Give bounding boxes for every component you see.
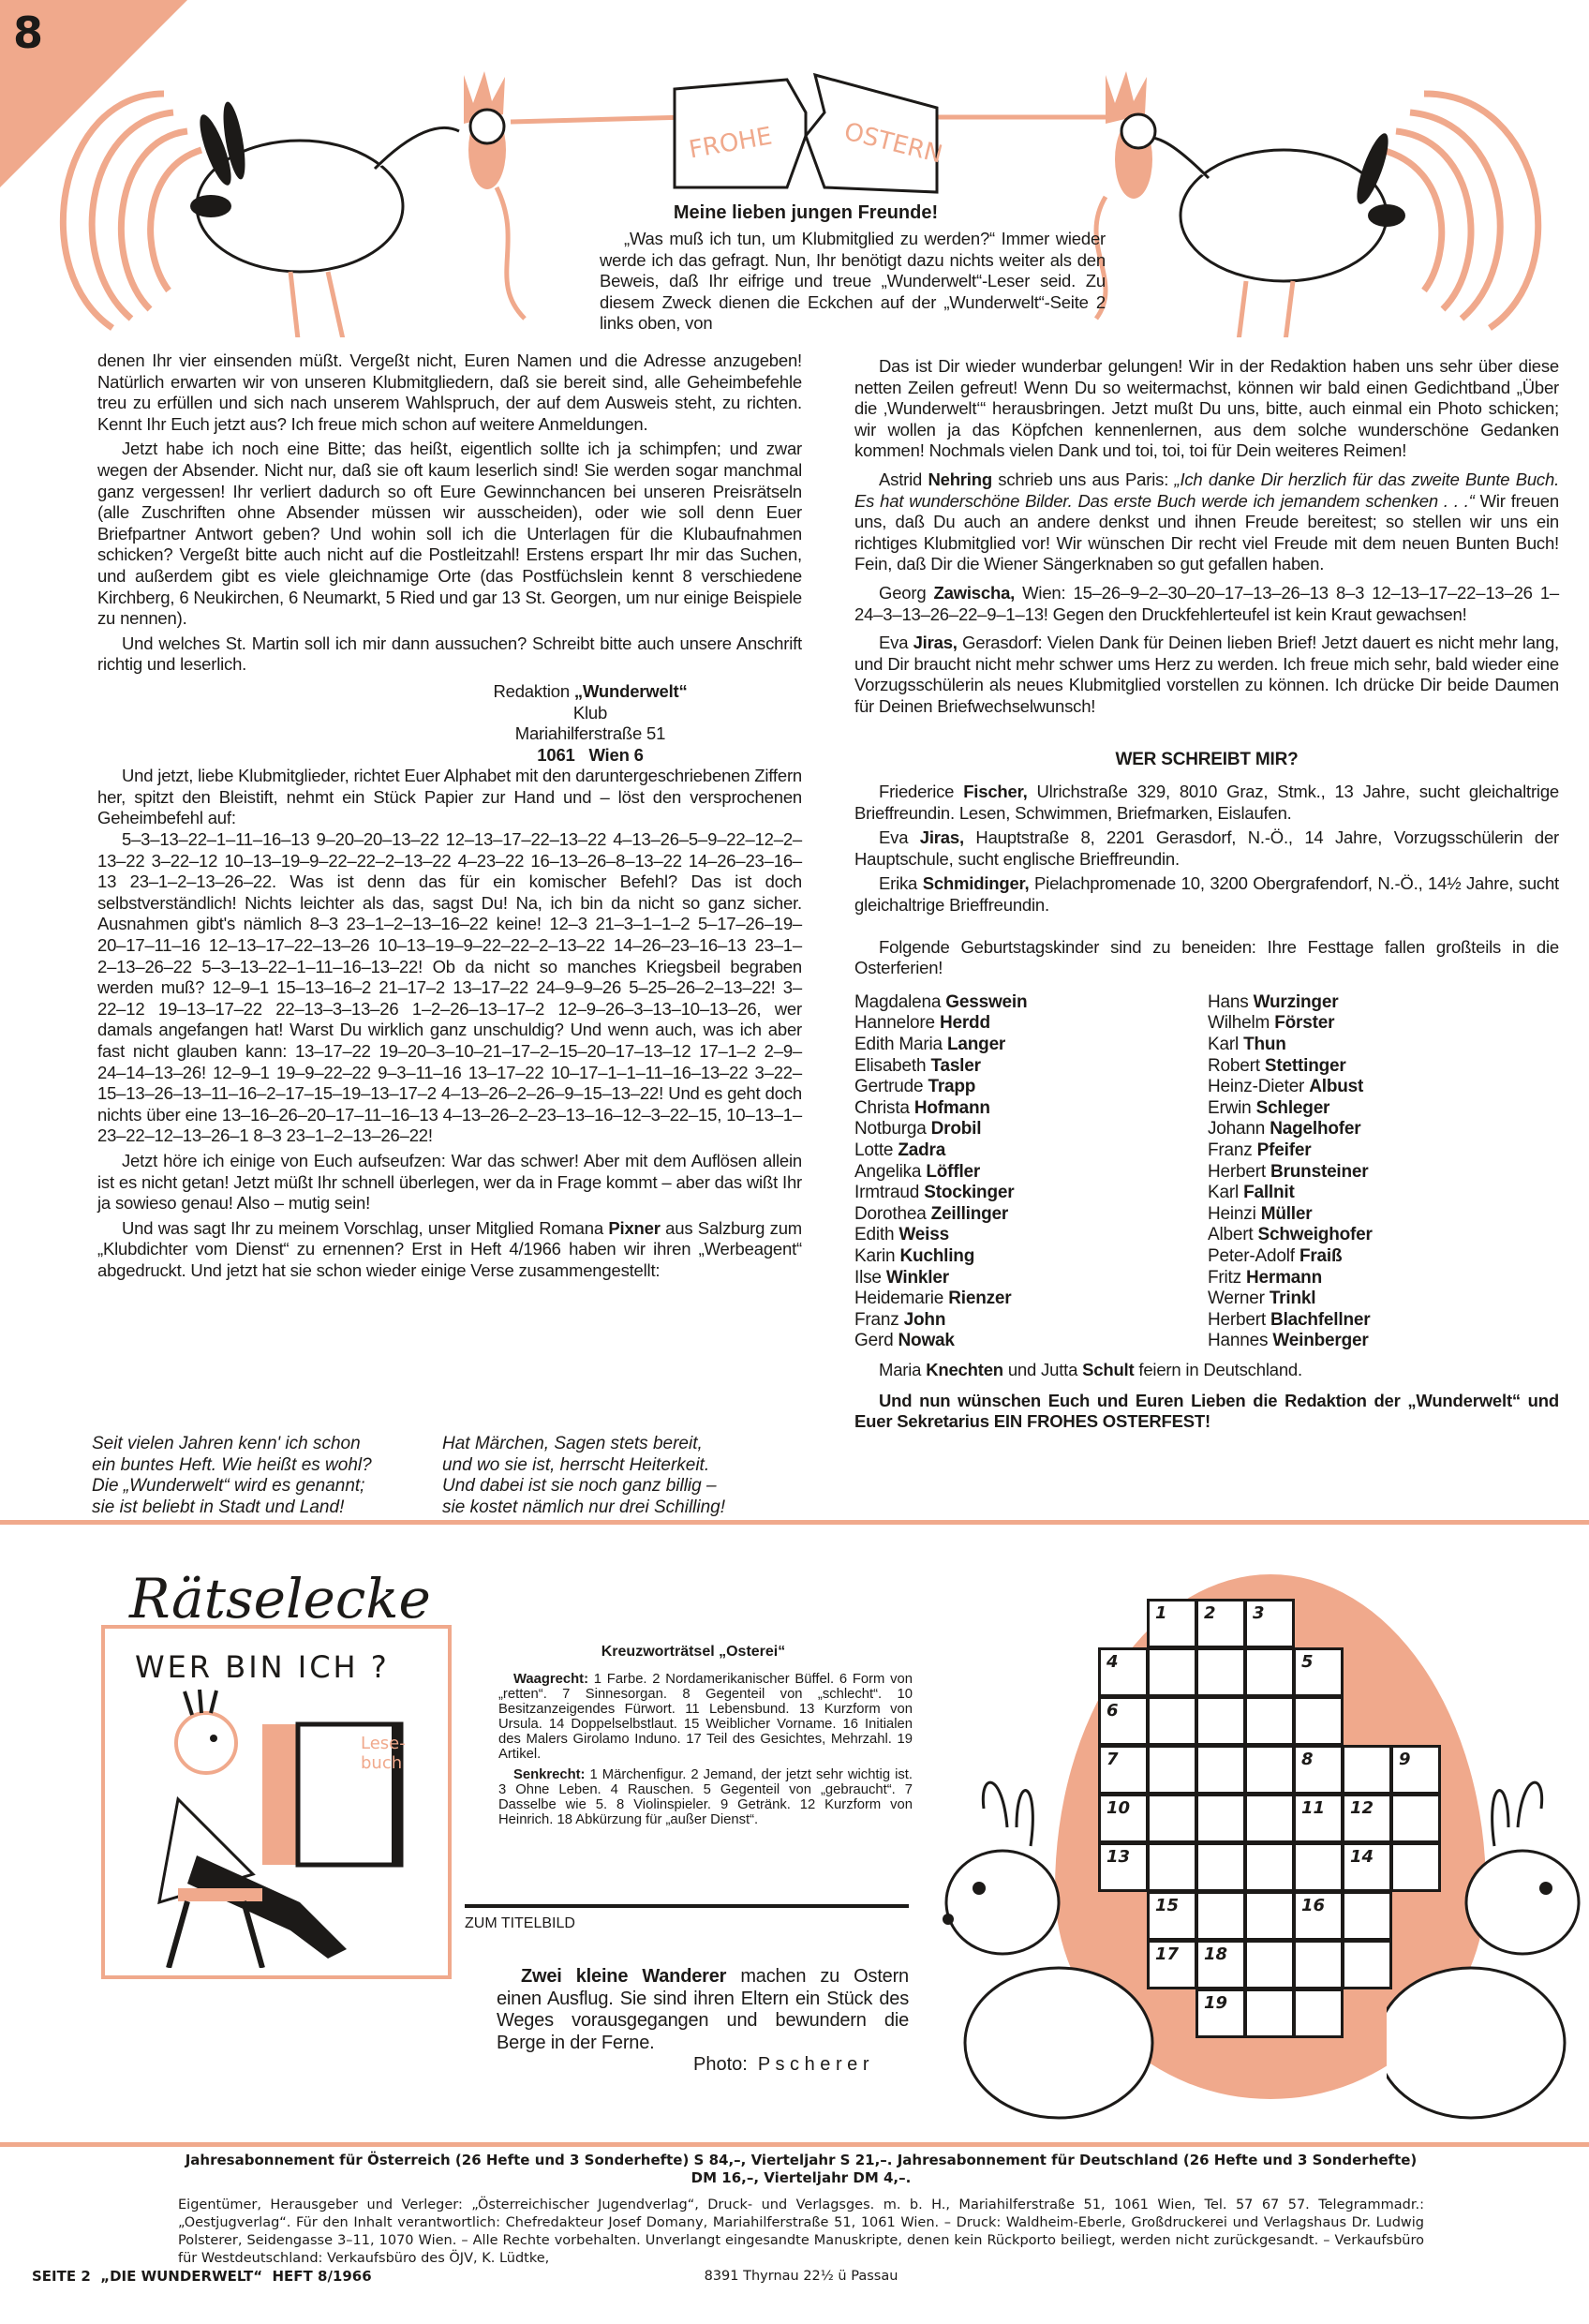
book-label: Lese-buch — [361, 1734, 406, 1773]
verse-line: und wo sie ist, herrscht Heiterkeit. — [442, 1454, 710, 1475]
birthday-name: Karl Thun — [1208, 1035, 1286, 1055]
clues-across: Waagrecht: 1 Farbe. 2 Nordamerikanischer Büffel. 6 Form von „retten“. 7 Sinnesorgan. 8 Gegenteil von „schlecht“. 10 Besitzanzeigendes Fürwort. 11 Lebensbund. 13 Kurzform von Ursula. 14 Doppelselbstlaut. 15 Weiblicher Vorname. 16 Initialen des Malers Girolamo Induno. 17 Teil des Gesichtes, Mehrzahl. 19 Artikel. — [498, 1672, 913, 1762]
address-line-2: Klub — [572, 702, 608, 723]
clues-down: Senkrecht: 1 Märchenfigur. 2 Jemand, der jetzt sehr wichtig ist. 3 Ohne Leben. 4 Rauschen. 5 Gegenteil von „gebraucht“. 7 Dasselbe wie 5. 8 Violinspieler. 9 Getränk. 12 Kurzform von Heinrich. 18 Abkürzung für „außer Dienst“. — [498, 1767, 913, 1827]
paragraph-nehring: Astrid Nehring schrieb uns aus Paris: „Ich danke Dir herzlich für das zweite Bunte Buch. Es hat wunderschöne Bilder. Das erste Buch werde ich jemandem schenken . . .“ Wir freuen uns, daß Du auch an andere denkst und ihnen Freude bereitest; so stellen wir uns ein richtiges Klubmitglied vor! Wir wünschen Dir recht viel Freude mit dem neuen Bunten Buch! Fein, daß Dir die Wiener Sängerknaben so gut gefallen haben. — [854, 469, 1560, 574]
birthday-name: Wilhelm Förster — [1208, 1013, 1335, 1034]
clue-number: 14 — [1350, 1847, 1374, 1867]
birthday-name: Heinzi Müller — [1208, 1203, 1313, 1224]
section-divider — [0, 1520, 1589, 1525]
crossword-cell[interactable] — [1244, 1794, 1295, 1843]
greeting-heading: Meine lieben jungen Freunde! — [673, 202, 939, 223]
page-number: 8 — [13, 7, 44, 58]
birthday-list — [854, 992, 1559, 1352]
birthday-name: Edith Maria Langer — [854, 1035, 1006, 1055]
crossword-cell[interactable] — [1195, 1647, 1246, 1697]
birthday-intro: Folgende Geburtstagskinder sind zu beneiden: Ihre Festtage fallen großteils in die Osterferien! — [854, 936, 1559, 978]
address-magazine-name: „Wunderwelt“ — [573, 680, 688, 701]
member-name: Jiras, — [913, 633, 958, 653]
birthday-name: Dorothea Zeillinger — [854, 1203, 1009, 1224]
riddle-title: WER BIN ICH ? — [135, 1649, 390, 1685]
down-label: Senkrecht: — [513, 1767, 586, 1782]
crossword-cell[interactable] — [1293, 1794, 1344, 1843]
member-name: Knechten — [926, 1359, 1003, 1379]
crossword-cell[interactable] — [1244, 1745, 1295, 1795]
birthday-name: Irmtraud Stockinger — [854, 1183, 1015, 1203]
birthday-name: Herbert Blachfellner — [1208, 1309, 1371, 1330]
paragraph-zawischa: Georg Zawischa, Wien: 15–26–9–2–30–20–17–13–26–13 8–3 12–13–17–22–13–26 1–24–3–13–26–22–9–1–13! Gegen den Druckfehlerteufel ist kein Kraut gewachsen! — [854, 582, 1559, 624]
clue-number: 3 — [1253, 1603, 1265, 1623]
paragraph-membership: denen Ihr vier einsenden müßt. Vergeßt nicht, Euren Namen und die Adresse anzugeben! Natürlich erwarten wir von unseren Klubmitgliedern, daß sie bereit sind, alle Geheimbefehle treu zu erfüllen und sich nach unserem Wahlspruch, der auf dem Ausweis steht, zu richten. Kennt Ihr Euch jetzt aus? Ich freue mich schon auf weitere Anmeldungen. — [97, 350, 802, 434]
intro-paragraph — [600, 229, 1106, 335]
birthday-name: Elisabeth Tasler — [854, 1055, 981, 1076]
imprint-text: Eigentümer, Herausgeber und Verleger: „Österreichischer Jugendverlag“, Druck- und Verlagsges. m. b. H., Mariahilferstraße 51, 1061 Wien, Tel. 57 67 57. Telegrammadr.: „Oestjugverlag“. Für den Inhalt verantwortlich: Chefredakteur Josef Domany, Mariahilferstraße 51, 1061 Wien. – Druck: Waldheim-Eberle, Großdruckerei und Verlagshaus Dr. Ludwig Polsterer, Seidengasse 3–11, 1070 Wien. – Alle Rechte vorbehalten. Unverlangt eingesandte Manuskripte, denen kein Rückporto beiliegt, werden nicht zurückgesandt. – Verkaufsbüro für Westdeutschland: Verkaufsbüro des ÖJV, K. Lüdtke, — [178, 2197, 1424, 2266]
crossword-cell[interactable] — [1244, 1842, 1295, 1892]
left-bunny-illustration — [937, 1771, 1162, 2137]
crossword-cell[interactable] — [1293, 1842, 1344, 1892]
verse-right — [442, 1434, 808, 1518]
clue-number: 13 — [1106, 1847, 1131, 1867]
member-name: Jiras, — [919, 827, 964, 848]
pen-pal-entry: Erika Schmidinger, Pielachpromenade 10, 3200 Obergrafendorf, N.-Ö., 14½ Jahre, sucht gleichaltrige Brieffreundin. — [854, 873, 1559, 916]
birthday-name: Hannes Weinberger — [1208, 1331, 1369, 1351]
clue-number: 4 — [1106, 1652, 1119, 1672]
clue-number: 17 — [1155, 1944, 1180, 1964]
verse-line: Hat Märchen, Sagen stets bereit, — [442, 1434, 703, 1453]
birthday-name: Lotte Zadra — [854, 1140, 946, 1160]
birthday-name: Karl Fallnit — [1208, 1183, 1295, 1203]
birthday-name: Angelika Löffler — [854, 1161, 981, 1182]
birthday-name: Albert Schweighofer — [1208, 1225, 1373, 1245]
member-name-pixner: Pixner — [608, 1217, 661, 1238]
sign-text-frohe: FROHE — [687, 122, 775, 165]
paragraph-jiras: Eva Jiras, Gerasdorf: Vielen Dank für Deinen lieben Brief! Jetzt dauert es nicht mehr lang, und Dir braucht nicht mehr schwer ums Herz zu werden. Ich freue mich sehr, bald wieder eine Vorzugsschülerin als neues Klubmitglied vorstellen zu können. Ich drücke Dir beide Daumen für Deinen Briefwechselwunsch! — [854, 633, 1559, 716]
verse-line: sie ist beliebt in Stadt und Land! — [92, 1497, 345, 1517]
crossword-cell[interactable] — [1293, 1745, 1344, 1795]
subscription-info: Jahresabonnement für Österreich (26 Hefte und 3 Sonderhefte) S 84,–, Vierteljahr S 21,–. Jahresabonnement für Deutschland (26 Hefte und 3 Sonderhefte) DM 16,–, Vierteljahr DM 4,–. — [185, 2152, 1418, 2186]
birthday-name: Gerd Nowak — [854, 1331, 955, 1351]
address-line-3: Mariahilferstraße 51 — [514, 723, 666, 744]
birthday-name: Heinz-Dieter Albust — [1208, 1077, 1364, 1097]
paragraph-secret-code: 5–3–13–22–1–11–16–13 9–20–20–13–22 12–13–17–22–13–22 4–13–26–5–9–22–12–2–13–22 3–22–12 10–13–19–9–22–22–2–13–22 4–23–22 16–13–26–8–13–22 14–26–23–16–13 23–1–2–13–26–22. Was ist denn das für ein komischer Befehl? Das ist doch selbstverständlich! Nichts leichter als das, sagst Du! Na, ich bin da nicht so ganz sicher. Ausnahmen gibt's nämlich 8–3 23–1–2–13–16–22 keine! 12–3 21–3–1–1–2 5–17–26–19–20–17–11–16 12–13–17–22–13–26 10–13–19–9–22–22–2–13–22 14–26–23–16–13 23–1–2–13–26–22 5–3–13–22–1–11–16–13–22! Ob da nicht so manches Kriegsbeil begraben werden muß? 12–9–1 15–13–16–2 21–17–2 13–17–22 24–9–9–26 5–25–26–2–13–22! 3–22–12 19–13–17–22 22–13–3–13–26 1–2–26–13–17–2 12–9–26–3–13–10–13–26, wer damals angefangen hat! Warst Du wirklich ganz unschuldig? Und wenn auch, was ich aber fast nicht glauben kann: 13–17–22 19–20–3–10–21–17–2–15–20–17–13–12 17–1–2 2–9–24–14–13–26! 12–9–1 19–9–22–22 9–3–11–16 13–17–22 10–17–1–1–11–16–13–22 3–22–15–13–26–13–11–16–2–17–15–19–13–17–2 4–13–26–2–26–9–15–13–22! Und es geht doch nichts über eine 13–16–26–20–17–11–16–13 4–13–26–2–23–13–16–12–3–22–15, 10–13–1–23–22–12–13–26–1 8–3 23–1–2–13–26–22! — [97, 829, 802, 1146]
pen-pal-entry: Eva Jiras, Hauptstraße 8, 2201 Gerasdorf, N.-Ö., 14 Jahre, Vorzugsschülerin der Hauptschule, sucht englische Brieffreundin. — [854, 827, 1559, 869]
crossword-cell[interactable] — [1244, 1647, 1295, 1697]
crossword-cell[interactable] — [1293, 1940, 1344, 1989]
paragraph-st-martin: Und welches St. Martin soll ich mir dann aussuchen? Schreibt bitte auch unsere Anschrift richtig und leserlich. — [97, 633, 802, 675]
quote: „Ich danke Dir herzlich für das zweite Bunte Buch. Es hat wunderschöne Bilder. Das erste Buch werde ich jemandem schenken . . .“ — [854, 469, 1560, 511]
page-reference: SEITE 2 „DIE WUNDERWELT“ HEFT 8/1966 — [32, 2268, 372, 2285]
birthday-name: Hannelore Herdd — [854, 1013, 990, 1034]
birthday-name: Peter-Adolf Fraiß — [1208, 1245, 1343, 1266]
club-address — [379, 681, 802, 766]
intro-text: „Was muß ich tun, um Klubmitglied zu werden?“ Immer wieder werde ich das gefragt. Nun, Ihr benötigt dazu nichts weiter als den Beweis, daß Ihr eifrige und treue „Wunderwelt“-Leser seid. Zu diesem Zweck dienen die Eckchen auf der „Wunderwelt“-Seite 2 links oben, von — [600, 229, 1106, 334]
cover-story-lead: Zwei kleine Wanderer — [521, 1966, 727, 1987]
crossword-cell[interactable] — [1195, 1745, 1246, 1795]
verse-line: sie kostet nämlich nur drei Schilling! — [442, 1497, 726, 1517]
birthday-name: Notburga Drobil — [854, 1119, 982, 1140]
right-bunny-illustration — [1387, 1771, 1589, 2137]
footer-divider — [0, 2142, 1589, 2147]
clue-number: 7 — [1106, 1750, 1119, 1769]
across-label: Waagrecht: — [513, 1672, 589, 1687]
crossword-cell[interactable] — [1293, 1989, 1344, 2038]
clue-number: 6 — [1106, 1701, 1119, 1721]
birthday-name: Herbert Brunsteiner — [1208, 1161, 1369, 1182]
crossword-title: Kreuzworträtsel „Osterei“ — [601, 1644, 786, 1660]
crossword-cell[interactable] — [1147, 1696, 1197, 1746]
crossword-cell[interactable] — [1342, 1842, 1392, 1892]
cover-story-title: ZUM TITELBILD — [465, 1915, 575, 1931]
titelbild-rule — [465, 1904, 909, 1908]
crossword-cell[interactable] — [1195, 1696, 1246, 1746]
birthday-name: Christa Hofmann — [854, 1097, 990, 1118]
crossword-cell[interactable] — [1244, 1940, 1295, 1989]
birthday-name: Franz John — [854, 1309, 946, 1330]
crossword-cell[interactable] — [1342, 1745, 1392, 1795]
member-name: Fischer, — [963, 782, 1028, 802]
clue-number: 19 — [1204, 1993, 1228, 2013]
photo-credit: Photo: P s c h e r e r — [693, 2054, 869, 2075]
crossword-cell[interactable] — [1098, 1696, 1149, 1746]
clue-number: 1 — [1155, 1603, 1167, 1623]
member-name: Schult — [1082, 1359, 1135, 1379]
crossword-cell[interactable] — [1342, 1940, 1392, 1989]
paragraph-reply-pixner: Das ist Dir wieder wunderbar gelungen! Wir in der Redaktion haben uns sehr über diese netten Zeilen gefreut! Wenn Du so weitermachst, können wir bald einen Gedichtband „Über die ‚Wunderwelt‘“ herausbringen. Jetzt mußt Du uns, bitte, auch einmal ein Photo schicken; wir wollen ja das Köpfchen kennenlernen, aus dem solche wunderschöne Gedanken kommen! Nochmals vielen Dank und toi, toi, toi für Dein weiteres Reimen! — [854, 356, 1559, 461]
crossword-cell[interactable] — [1244, 1696, 1295, 1746]
birthday-germany: Maria Knechten und Jutta Schult feiern in Deutschland. — [879, 1359, 1302, 1379]
pen-pals-heading: WER SCHREIBT MIR? — [1115, 749, 1299, 769]
crossword-cell[interactable] — [1244, 1989, 1295, 2038]
crossword-cell[interactable] — [1293, 1891, 1344, 1941]
birthday-name: Robert Stettinger — [1208, 1055, 1346, 1076]
pen-pal-entry: Friederice Fischer, Ulrichstraße 329, 8010 Graz, Stmk., 13 Jahre, sucht gleichaltrige Brieffreundin. Lesen, Schwimmen, Briefmarken, Eislaufen. — [854, 782, 1560, 823]
member-name: Schmidinger, — [922, 873, 1030, 894]
imprint-last-line: 8391 Thyrnau 22½ ü Passau — [704, 2269, 898, 2284]
pen-pals-list — [854, 782, 1559, 916]
birthday-name: Magdalena Gesswein — [854, 991, 1028, 1012]
clue-number: 5 — [1301, 1652, 1314, 1672]
birthday-name: Hans Wurzinger — [1208, 991, 1339, 1012]
left-rooster-illustration — [63, 94, 201, 328]
clue-number: 12 — [1350, 1798, 1374, 1818]
crossword-cell[interactable] — [1147, 1647, 1197, 1697]
clue-number: 9 — [1399, 1750, 1411, 1769]
sign-text-ostern: OSTERN — [840, 117, 945, 170]
address-line-4: 1061 Wien 6 — [537, 744, 644, 765]
crossword-cell[interactable] — [1147, 1599, 1197, 1648]
verse-line: Und dabei ist sie noch ganz billig – — [442, 1476, 717, 1496]
birthday-name: Edith Weiss — [854, 1225, 949, 1245]
clue-number: 2 — [1204, 1603, 1216, 1623]
puzzle-corner-title: Rätselecke — [129, 1567, 431, 1631]
paragraph-solution: Jetzt höre ich einige von Euch aufseufzen: War das schwer! Aber mit dem Auflösen allein ist es nicht getan! Jetzt müßt Ihr schnell überlegen, wer da in Frage kommt – aber das wißt Ihr ja sowieso genau! Also – mutig sein! — [97, 1150, 802, 1214]
crossword-cell[interactable] — [1195, 1794, 1246, 1843]
crossword-cell[interactable] — [1342, 1794, 1392, 1843]
clue-number: 8 — [1301, 1750, 1314, 1769]
crossword-cell[interactable] — [1195, 1599, 1246, 1648]
birthday-name: Franz Pfeifer — [1208, 1140, 1312, 1160]
crossword-cell[interactable] — [1244, 1599, 1295, 1648]
crossword-cell[interactable] — [1244, 1891, 1295, 1941]
right-column — [854, 356, 1559, 1433]
clue-number: 15 — [1155, 1896, 1180, 1915]
birthday-name: Heidemarie Rienzer — [854, 1289, 1012, 1309]
birthday-list-right — [1208, 992, 1559, 1352]
boy-with-book-illustration — [141, 1687, 422, 1968]
verse-line: Seit vielen Jahren kenn' ich schon — [92, 1434, 361, 1453]
verse-line: ein buntes Heft. Wie heißt es wohl? — [92, 1454, 372, 1475]
crossword-cell[interactable] — [1195, 1842, 1246, 1892]
crossword-clues — [498, 1672, 913, 1827]
clue-number: 16 — [1301, 1896, 1326, 1915]
paragraph-poet-proposal: Und was sagt Ihr zu meinem Vorschlag, unser Mitglied Romana Pixner aus Salzburg zum „Klubdichter vom Dienst“ zu ernennen? Erst in Heft 4/1966 haben wir ihren „Werbeagent“ abgedruckt. Und jetzt hat sie schon wieder einige Verse zusammengestellt: — [97, 1217, 802, 1280]
crossword-cell[interactable] — [1195, 1891, 1246, 1941]
verse-line: Die „Wunderwelt“ wird es genannt; — [92, 1476, 365, 1496]
clue-number: 10 — [1106, 1798, 1131, 1818]
verse-left — [92, 1434, 429, 1518]
easter-closing: Und nun wünschen Euch und Euren Lieben die Redaktion der „Wunderwelt“ und Euer Sekretarius EIN FROHES OSTERFEST! — [854, 1390, 1559, 1432]
crossword-cell[interactable] — [1342, 1891, 1392, 1941]
clue-number: 18 — [1204, 1944, 1228, 1964]
crossword-cell[interactable] — [1098, 1647, 1149, 1697]
birthday-list-left — [854, 992, 1202, 1352]
crossword-cell[interactable] — [1195, 1989, 1246, 2038]
left-column — [97, 350, 802, 1282]
clue-number: 11 — [1301, 1798, 1326, 1818]
crossword-cell[interactable] — [1293, 1647, 1344, 1697]
crossword-cell[interactable] — [1293, 1696, 1344, 1746]
birthday-name: Werner Trinkl — [1208, 1289, 1316, 1309]
cover-story-text: Zwei kleine Wanderer machen zu Ostern einen Ausflug. Sie sind ihren Eltern ein Stück des Weges vorausgegangen und bewundern die Berge in der Ferne. — [497, 1966, 909, 2053]
address-line-1: Redaktion — [493, 680, 574, 701]
birthday-name: Gertrude Trapp — [854, 1077, 976, 1097]
member-name: Nehring — [928, 469, 992, 489]
birthday-name: Erwin Schleger — [1208, 1097, 1330, 1118]
birthday-name: Karin Kuchling — [854, 1245, 975, 1266]
birthday-name: Ilse Winkler — [854, 1267, 949, 1288]
paragraph-sender-request: Jetzt habe ich noch eine Bitte; das heißt, eigentlich sollte ich ja schimpfen; und zwar wegen der Absender. Nicht nur, daß sie oft kaum leserlich sind! Sie werden sogar manchmal ganz vergessen! Ihr verliert dadurch so oft Eure Gewinnchancen bei unseren Preisrätseln (alle Zuschriften ohne Absender müssen wir ausscheiden), oder wie soll denn Euer Briefpartner Antwort geben? Und wohin soll ich die Unterlagen für die Klubaufnahmen schicken? Vergeßt bitte auch nicht auf die Postleitzahl! Erstens erspart Ihr mir das Suchen, und außerdem gibt es viele gleichnamige Orte (das Postfüchslein kennt 8 verschiedene Kirchberg, 6 Neukirchen, 6 Neumarkt, 5 Ried und gar 13 St. Georgen, um nur einige Beispiele zu nennen). — [97, 439, 802, 629]
member-name: Zawischa, — [933, 582, 1016, 603]
birthday-name: Fritz Hermann — [1208, 1267, 1322, 1288]
crossword-cell[interactable] — [1195, 1940, 1246, 1989]
paragraph-secret-order-intro: Und jetzt, liebe Klubmitglieder, richtet Euer Alphabet mit den daruntergeschriebenen Ziffern her, spitzt den Bleistift, nehmt ein Stück Papier zur Hand und – löst den versprochenen Geheimbefehl auf: — [97, 766, 802, 828]
birthday-name: Johann Nagelhofer — [1208, 1119, 1361, 1140]
